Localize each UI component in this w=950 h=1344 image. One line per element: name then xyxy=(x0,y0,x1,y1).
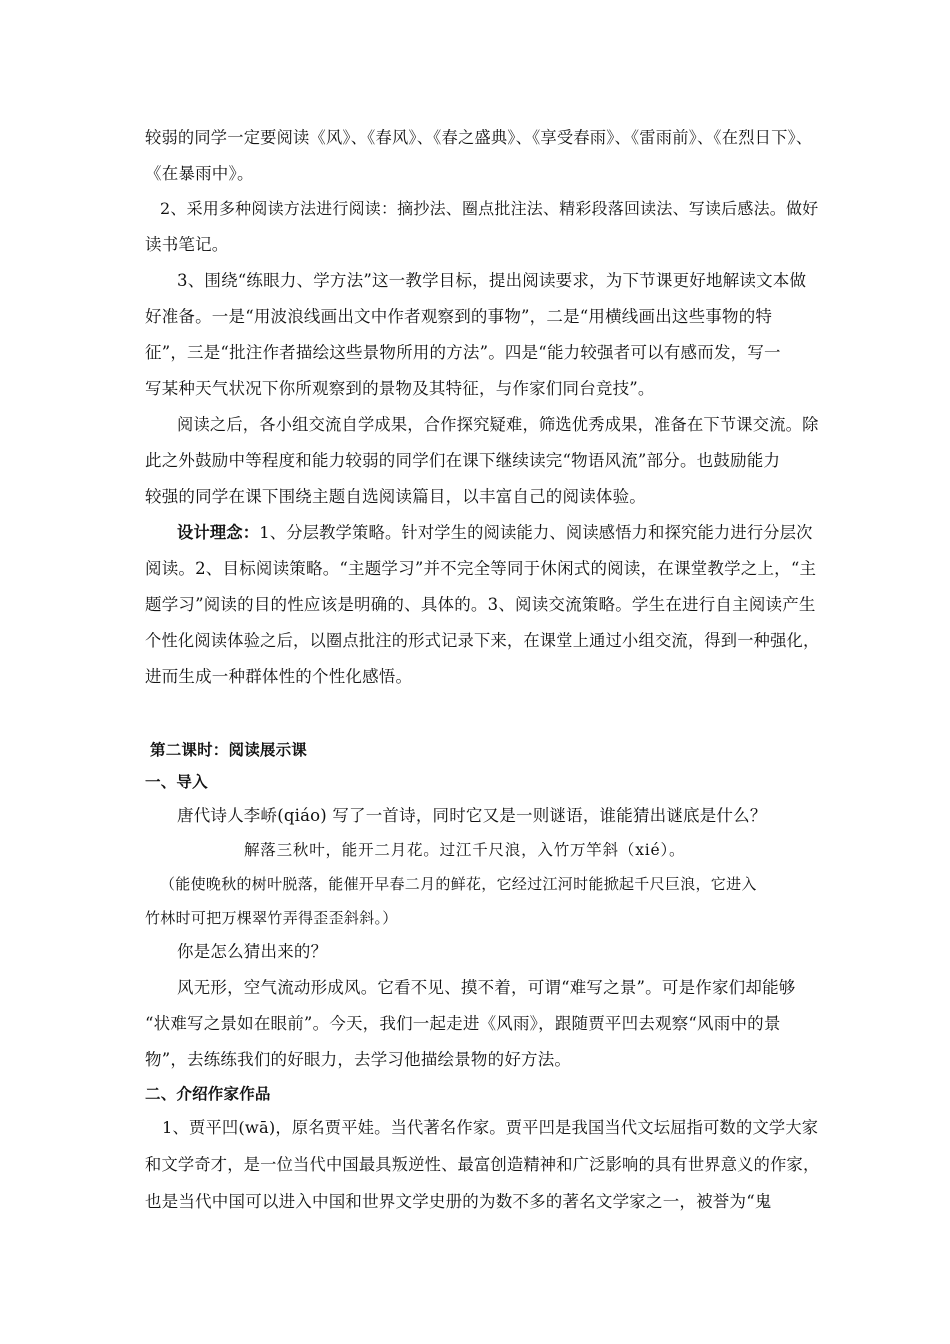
paragraph-line: 读书笔记。 xyxy=(145,235,229,254)
paragraph-line: 也是当代中国可以进入中国和世界文学史册的为数不多的著名文学家之一，被誉为“鬼 xyxy=(145,1192,772,1211)
paragraph-line: 你是怎么猜出来的？ xyxy=(177,942,328,961)
paragraph-line xyxy=(177,523,813,543)
section-heading: 二、介绍作家作品 xyxy=(145,1085,271,1103)
paragraph-line: 2、采用多种阅读方法进行阅读：摘抄法、圈点批注法、精彩段落回读法、写读后感法。做好 xyxy=(160,199,819,218)
paragraph-line: 风无形，空气流动形成风。它看不见、摸不着，可谓“难写之景”。可是作家们却能够 xyxy=(177,978,796,997)
paragraph-line: 3、围绕“练眼力、学方法”这一教学目标，提出阅读要求，为下节课更好地解读文本做 xyxy=(177,271,807,290)
paragraph-line: 个性化阅读体验之后，以圈点批注的形式记录下来，在课堂上通过小组交流，得到一种强化， xyxy=(145,631,820,650)
paragraph-line: “状难写之景如在眼前”。今天，我们一起走进《风雨》，跟随贾平凹去观察“风雨中的景 xyxy=(145,1014,781,1033)
riddle-explanation: 竹林时可把万棵翠竹弄得歪歪斜斜。） xyxy=(145,909,398,927)
paragraph-line: 物”，去练练我们的好眼力，去学习他描绘景物的好方法。 xyxy=(145,1050,572,1069)
paragraph-line: 《在暴雨中》。 xyxy=(145,164,254,183)
section-heading: 一、导入 xyxy=(145,773,208,791)
paragraph-line: 进而生成一种群体性的个性化感悟。 xyxy=(145,667,413,686)
paragraph-line: 较弱的同学一定要阅读《风》、《春风》、《春之盛典》、《享受春雨》、《雷雨前》、《在烈日下》、 xyxy=(145,128,813,147)
paragraph-line: 唐代诗人李峤(qiáo) 写了一首诗，同时它又是一则谜语，谁能猜出谜底是什么？ xyxy=(177,806,767,825)
paragraph-line: 阅读。2、目标阅读策略。“主题学习”并不完全等同于休闲式的阅读，在课堂教学之上，“主 xyxy=(145,559,817,578)
paragraph-line: 1、贾平凹(wā)，原名贾平娃。当代著名作家。贾平凹是我国当代文坛屈指可数的文学大家 xyxy=(162,1118,819,1137)
riddle-poem: 解落三秋叶，能开二月花。过江千尺浪，入竹万竿斜（xié）。 xyxy=(244,841,686,859)
design-concept-text: 1、分层教学策略。针对学生的阅读能力、阅读感悟力和探究能力进行分层次 xyxy=(259,523,813,542)
riddle-explanation: （能使晚秋的树叶脱落，能催开早春二月的鲜花，它经过江河时能掀起千尺巨浪，它进入 xyxy=(160,875,757,893)
paragraph-line: 好准备。一是“用波浪线画出文中作者观察到的事物”，二是“用横线画出这些事物的特 xyxy=(145,307,773,326)
paragraph-line: 征”，三是“批注作者描绘这些景物所用的方法”。四是“能力较强者可以有感而发，写一 xyxy=(145,343,781,362)
paragraph-line: 写某种天气状况下你所观察到的景物及其特征，与作家们同台竞技”。 xyxy=(145,379,655,398)
paragraph-line: 较强的同学在课下围绕主题自选阅读篇目，以丰富自己的阅读体验。 xyxy=(145,487,646,506)
paragraph-line: 阅读之后，各小组交流自学成果，合作探究疑难，筛选优秀成果，准备在下节课交流。除 xyxy=(177,415,819,434)
paragraph-line: 此之外鼓励中等程度和能力较弱的同学们在课下继续读完“物语风流”部分。也鼓励能力 xyxy=(145,451,781,470)
paragraph-line: 和文学奇才，是一位当代中国最具叛逆性、最富创造精神和广泛影响的具有世界意义的作家， xyxy=(145,1155,820,1174)
lesson-title: 第二课时：阅读展示课 xyxy=(150,741,308,759)
paragraph-line: 题学习”阅读的目的性应该是明确的、具体的。3、阅读交流策略。学生在进行自主阅读产生 xyxy=(145,595,816,614)
design-concept-label: 设计理念： xyxy=(177,523,260,542)
